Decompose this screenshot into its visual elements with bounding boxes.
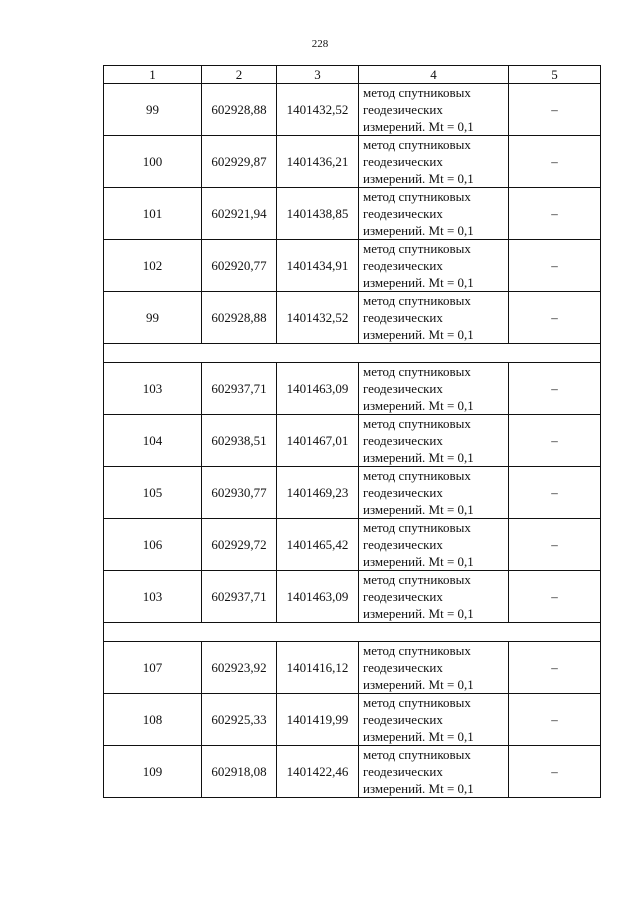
y-coordinate-cell: 1401419,99 <box>277 694 359 746</box>
y-coordinate-cell: 1401422,46 <box>277 746 359 798</box>
point-number-cell: 103 <box>104 571 202 623</box>
x-coordinate-cell: 602938,51 <box>202 415 277 467</box>
table-row <box>104 571 601 623</box>
method-line: метод спутниковых <box>363 85 471 100</box>
method-line: метод спутниковых <box>363 137 471 152</box>
point-number-cell: 105 <box>104 467 202 519</box>
dash-cell: – <box>509 240 601 292</box>
method-line: метод спутниковых <box>363 416 471 431</box>
method-line: метод спутниковых <box>363 572 471 587</box>
method-line: измерений. Mt = 0,1 <box>363 398 474 413</box>
header-col-2: 2 <box>202 66 277 84</box>
method-cell <box>359 519 509 571</box>
point-number-cell: 99 <box>104 84 202 136</box>
coordinates-table <box>103 65 601 798</box>
table-row <box>104 746 601 798</box>
method-cell <box>359 188 509 240</box>
method-line: измерений. Mt = 0,1 <box>363 606 474 621</box>
point-number-cell: 109 <box>104 746 202 798</box>
method-cell <box>359 467 509 519</box>
method-line: геодезических <box>363 537 443 552</box>
dash-cell: – <box>509 746 601 798</box>
dash-cell: – <box>509 84 601 136</box>
table-row <box>104 240 601 292</box>
header-row <box>104 66 601 84</box>
point-number-cell: 102 <box>104 240 202 292</box>
point-number-cell: 101 <box>104 188 202 240</box>
dash-cell: – <box>509 571 601 623</box>
table-row <box>104 519 601 571</box>
header-col-4: 4 <box>359 66 509 84</box>
dash-cell: – <box>509 467 601 519</box>
x-coordinate-cell: 602937,71 <box>202 571 277 623</box>
header-col-5: 5 <box>509 66 601 84</box>
table-row <box>104 467 601 519</box>
dash-cell: – <box>509 642 601 694</box>
group-separator-row <box>104 623 601 642</box>
y-coordinate-cell: 1401436,21 <box>277 136 359 188</box>
method-line: метод спутниковых <box>363 189 471 204</box>
method-line: геодезических <box>363 310 443 325</box>
method-line: измерений. Mt = 0,1 <box>363 502 474 517</box>
method-line: геодезических <box>363 433 443 448</box>
method-line: геодезических <box>363 206 443 221</box>
dash-cell: – <box>509 363 601 415</box>
y-coordinate-cell: 1401432,52 <box>277 292 359 344</box>
point-number-cell: 104 <box>104 415 202 467</box>
method-line: измерений. Mt = 0,1 <box>363 327 474 342</box>
method-line: измерений. Mt = 0,1 <box>363 677 474 692</box>
y-coordinate-cell: 1401416,12 <box>277 642 359 694</box>
dash-cell: – <box>509 694 601 746</box>
method-line: измерений. Mt = 0,1 <box>363 554 474 569</box>
method-line: метод спутниковых <box>363 468 471 483</box>
method-line: геодезических <box>363 589 443 604</box>
header-col-3: 3 <box>277 66 359 84</box>
method-cell <box>359 746 509 798</box>
method-line: геодезических <box>363 154 443 169</box>
table-row <box>104 84 601 136</box>
method-line: измерений. Mt = 0,1 <box>363 781 474 796</box>
method-cell <box>359 694 509 746</box>
table-body <box>104 84 601 798</box>
method-line: измерений. Mt = 0,1 <box>363 223 474 238</box>
x-coordinate-cell: 602930,77 <box>202 467 277 519</box>
table-row <box>104 292 601 344</box>
table-row <box>104 694 601 746</box>
dash-cell: – <box>509 415 601 467</box>
x-coordinate-cell: 602928,88 <box>202 84 277 136</box>
dash-cell: – <box>509 519 601 571</box>
point-number-cell: 106 <box>104 519 202 571</box>
method-line: геодезических <box>363 660 443 675</box>
method-cell <box>359 240 509 292</box>
method-line: геодезических <box>363 381 443 396</box>
group-separator-cell <box>104 623 601 642</box>
method-cell <box>359 363 509 415</box>
header-col-1: 1 <box>104 66 202 84</box>
method-line: метод спутниковых <box>363 293 471 308</box>
method-line: метод спутниковых <box>363 364 471 379</box>
point-number-cell: 99 <box>104 292 202 344</box>
y-coordinate-cell: 1401438,85 <box>277 188 359 240</box>
y-coordinate-cell: 1401463,09 <box>277 363 359 415</box>
method-line: метод спутниковых <box>363 747 471 762</box>
method-cell <box>359 84 509 136</box>
x-coordinate-cell: 602918,08 <box>202 746 277 798</box>
point-number-cell: 107 <box>104 642 202 694</box>
table-row <box>104 363 601 415</box>
method-line: измерений. Mt = 0,1 <box>363 729 474 744</box>
method-line: геодезических <box>363 712 443 727</box>
method-cell <box>359 136 509 188</box>
x-coordinate-cell: 602923,92 <box>202 642 277 694</box>
method-line: метод спутниковых <box>363 520 471 535</box>
method-cell <box>359 571 509 623</box>
dash-cell: – <box>509 292 601 344</box>
method-line: геодезических <box>363 764 443 779</box>
table-row <box>104 642 601 694</box>
table-row <box>104 136 601 188</box>
method-line: геодезических <box>363 258 443 273</box>
method-line: измерений. Mt = 0,1 <box>363 450 474 465</box>
y-coordinate-cell: 1401465,42 <box>277 519 359 571</box>
method-line: геодезических <box>363 485 443 500</box>
point-number-cell: 100 <box>104 136 202 188</box>
group-separator-row <box>104 344 601 363</box>
table-row <box>104 188 601 240</box>
x-coordinate-cell: 602929,72 <box>202 519 277 571</box>
method-line: измерений. Mt = 0,1 <box>363 171 474 186</box>
point-number-cell: 108 <box>104 694 202 746</box>
y-coordinate-cell: 1401469,23 <box>277 467 359 519</box>
method-line: метод спутниковых <box>363 695 471 710</box>
method-line: измерений. Mt = 0,1 <box>363 275 474 290</box>
method-line: геодезических <box>363 102 443 117</box>
method-line: метод спутниковых <box>363 241 471 256</box>
x-coordinate-cell: 602937,71 <box>202 363 277 415</box>
x-coordinate-cell: 602928,88 <box>202 292 277 344</box>
point-number-cell: 103 <box>104 363 202 415</box>
page-number: 228 <box>311 38 329 50</box>
method-line: метод спутниковых <box>363 643 471 658</box>
method-line: измерений. Mt = 0,1 <box>363 119 474 134</box>
group-separator-cell <box>104 344 601 363</box>
dash-cell: – <box>509 188 601 240</box>
dash-cell: – <box>509 136 601 188</box>
y-coordinate-cell: 1401432,52 <box>277 84 359 136</box>
y-coordinate-cell: 1401434,91 <box>277 240 359 292</box>
x-coordinate-cell: 602921,94 <box>202 188 277 240</box>
y-coordinate-cell: 1401467,01 <box>277 415 359 467</box>
y-coordinate-cell: 1401463,09 <box>277 571 359 623</box>
method-cell <box>359 415 509 467</box>
method-cell <box>359 292 509 344</box>
table-row <box>104 415 601 467</box>
x-coordinate-cell: 602925,33 <box>202 694 277 746</box>
x-coordinate-cell: 602920,77 <box>202 240 277 292</box>
method-cell <box>359 642 509 694</box>
x-coordinate-cell: 602929,87 <box>202 136 277 188</box>
